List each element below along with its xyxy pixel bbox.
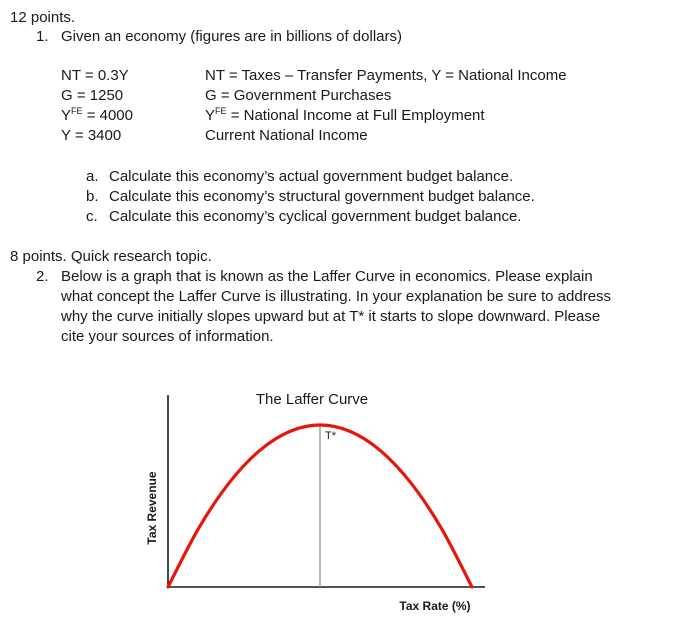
laffer-curve-chart [130, 375, 490, 625]
yfe-sup: FE [215, 106, 227, 116]
sub-b-text: Calculate this economy’s structural government budget balance. [109, 188, 535, 205]
def-left-nt: NT = 0.3Y [61, 67, 129, 84]
x-axis-label: Tax Rate (%) [399, 599, 471, 613]
sub-b-letter: b. [86, 188, 99, 205]
q2-line-2: what concept the Laffer Curve is illustrating. In your explanation be sure to address [61, 288, 612, 305]
q1-points: 12 points. [10, 9, 76, 26]
yfe-value: = 4000 [82, 107, 133, 124]
def-right-nt: NT = Taxes – Transfer Payments, Y = National Income [205, 67, 567, 84]
sub-a-text: Calculate this economy’s actual government budget balance. [109, 168, 514, 185]
chart-title: The Laffer Curve [255, 391, 369, 408]
def-left-y: Y = 3400 [61, 127, 122, 144]
def-right-y: Current National Income [205, 127, 368, 144]
plot-area [168, 395, 485, 587]
q2-line-1: Below is a graph that is known as the Laffer Curve in economics. Please explain [61, 268, 593, 285]
sub-a-letter: a. [86, 168, 99, 185]
q2-line-3: why the curve initially slopes upward but at T* it starts to slope downward. Please [61, 308, 601, 325]
yfe-y: Y [205, 107, 216, 124]
y-axis-label: Tax Revenue [145, 471, 159, 545]
yfe-y: Y [61, 107, 72, 124]
yfe-desc: = National Income at Full Employment [226, 107, 485, 124]
def-left-yfe [61, 106, 133, 126]
yfe-sup: FE [71, 106, 83, 116]
def-right-yfe [205, 106, 485, 126]
q1-prompt: Given an economy (figures are in billions of dollars) [61, 28, 402, 45]
q2-line-4: cite your sources of information. [61, 328, 274, 345]
sub-c-text: Calculate this economy’s cyclical government budget balance. [109, 208, 522, 225]
q2-points: 8 points. Quick research topic. [10, 248, 212, 265]
q1-number: 1. [36, 28, 49, 45]
def-left-g: G = 1250 [61, 87, 124, 104]
peak-annotation-label: T* [325, 430, 336, 442]
sub-c-letter: c. [86, 208, 98, 225]
q2-number: 2. [36, 268, 49, 285]
def-right-g: G = Government Purchases [205, 87, 392, 104]
